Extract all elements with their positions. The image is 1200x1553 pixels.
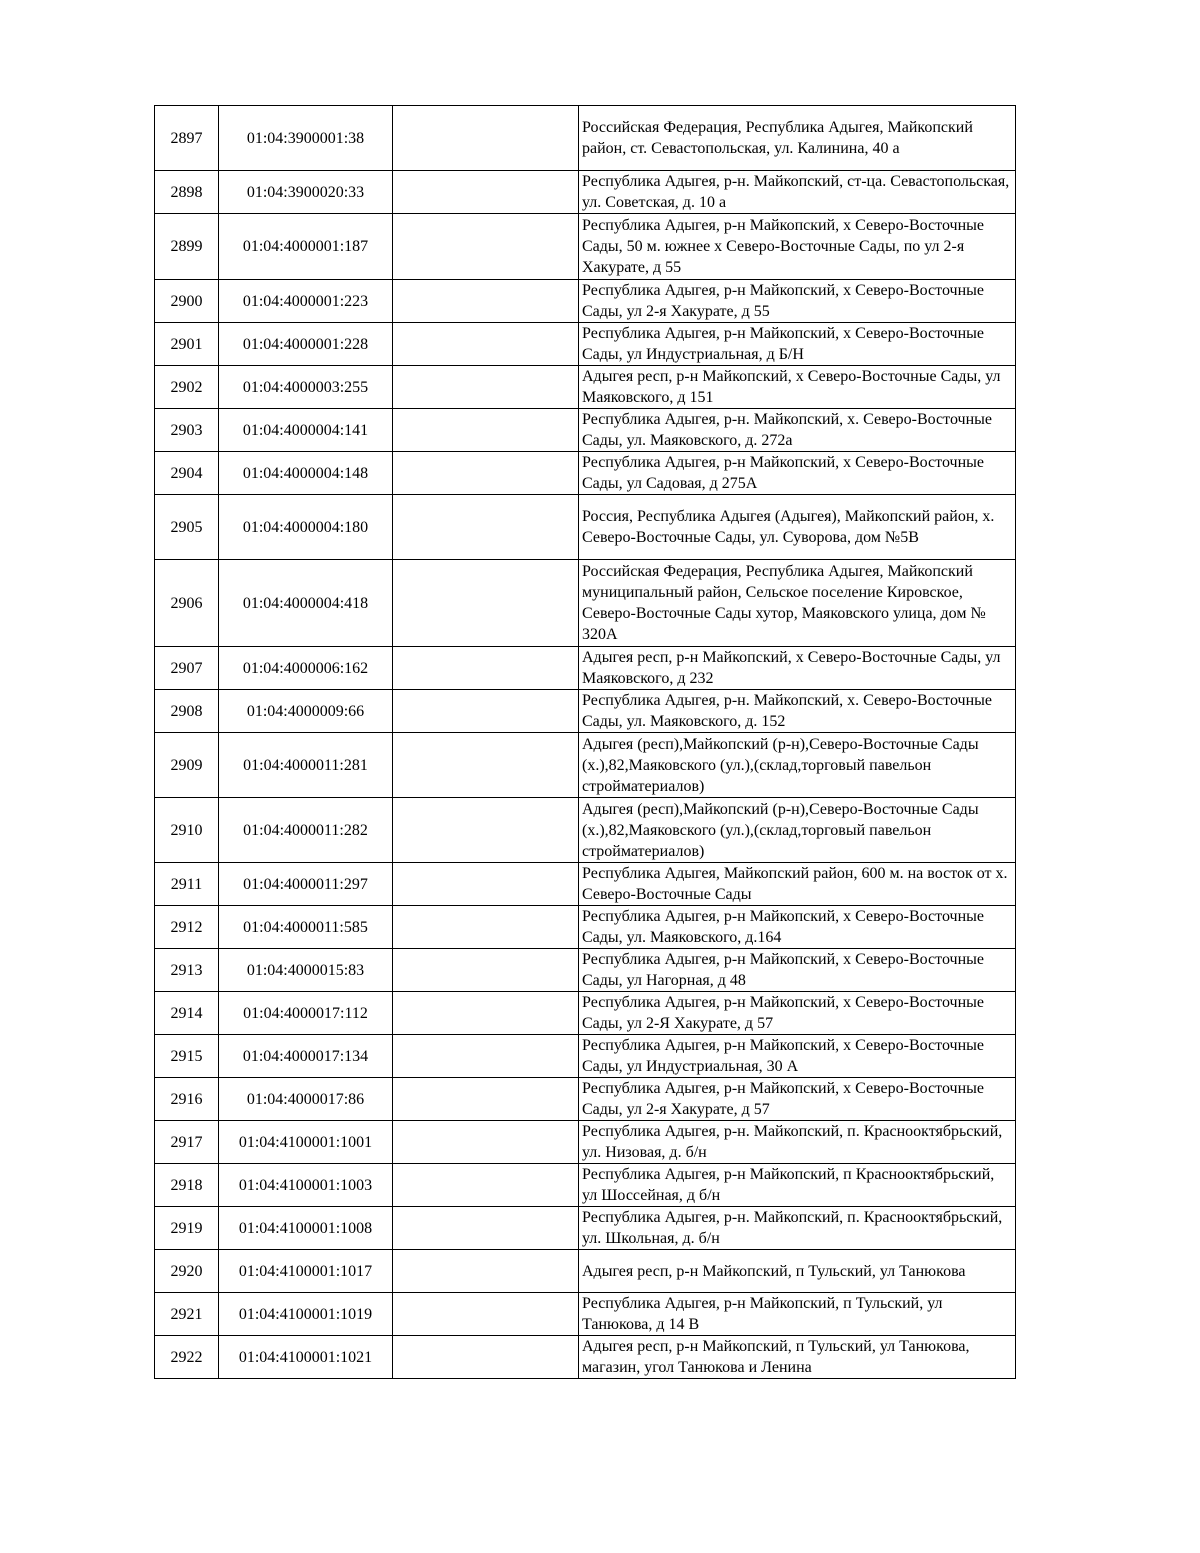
cadastral-number: 01:04:4000017:134	[219, 1035, 393, 1078]
row-number: 2897	[155, 106, 219, 171]
address-cell: Республика Адыгея, р-н Майкопский, п Краснооктябрьский, ул Шоссейная, д б/н	[579, 1164, 1016, 1207]
table-row	[155, 949, 1016, 992]
empty-cell	[393, 214, 579, 280]
table-row	[155, 992, 1016, 1035]
row-number: 2905	[155, 495, 219, 560]
cadastral-number: 01:04:4000015:83	[219, 949, 393, 992]
row-number: 2922	[155, 1336, 219, 1379]
row-number: 2919	[155, 1207, 219, 1250]
empty-cell	[393, 452, 579, 495]
address-cell: Республика Адыгея, р-н. Майкопский, ст-ца. Севастопольская, ул. Советская, д. 10 а	[579, 171, 1016, 214]
row-number: 2899	[155, 214, 219, 280]
cadastral-number: 01:04:3900001:38	[219, 106, 393, 171]
cadastral-number: 01:04:4100001:1001	[219, 1121, 393, 1164]
address-cell: Республика Адыгея, р-н Майкопский, х Северо-Восточные Сады, ул 2-я Хакурате, д 55	[579, 280, 1016, 323]
cadastral-number: 01:04:4000017:112	[219, 992, 393, 1035]
cadastral-number: 01:04:4000011:297	[219, 863, 393, 906]
cadastral-number: 01:04:4000001:187	[219, 214, 393, 280]
row-number: 2901	[155, 323, 219, 366]
row-number: 2898	[155, 171, 219, 214]
address-cell: Российская Федерация, Республика Адыгея, Майкопский муниципальный район, Сельское поселение Кировское, Северо-Восточные Сады хутор, Маяковского улица, дом № 320А	[579, 560, 1016, 647]
table-row	[155, 1207, 1016, 1250]
address-cell: Республика Адыгея, р-н Майкопский, п Тульский, ул Танюкова, д 14 В	[579, 1293, 1016, 1336]
table-row	[155, 409, 1016, 452]
address-cell: Республика Адыгея, р-н Майкопский, х Северо-Восточные Сады, ул 2-я Хакурате, д 57	[579, 1078, 1016, 1121]
empty-cell	[393, 106, 579, 171]
address-cell: Республика Адыгея, р-н. Майкопский, п. Краснооктябрьский, ул. Школьная, д. б/н	[579, 1207, 1016, 1250]
empty-cell	[393, 560, 579, 647]
empty-cell	[393, 1336, 579, 1379]
row-number: 2914	[155, 992, 219, 1035]
cadastral-number: 01:04:4000017:86	[219, 1078, 393, 1121]
row-number: 2907	[155, 647, 219, 690]
empty-cell	[393, 733, 579, 798]
empty-cell	[393, 1164, 579, 1207]
empty-cell	[393, 798, 579, 863]
row-number: 2904	[155, 452, 219, 495]
row-number: 2915	[155, 1035, 219, 1078]
cadastral-number: 01:04:4000004:148	[219, 452, 393, 495]
row-number: 2902	[155, 366, 219, 409]
cadastral-number: 01:04:4100001:1021	[219, 1336, 393, 1379]
cadastral-number: 01:04:4000003:255	[219, 366, 393, 409]
row-number: 2920	[155, 1250, 219, 1293]
address-cell: Республика Адыгея, р-н Майкопский, х Северо-Восточные Сады, ул 2-Я Хакурате, д 57	[579, 992, 1016, 1035]
cadastral-number: 01:04:4000009:66	[219, 690, 393, 733]
table-row	[155, 171, 1016, 214]
table-row	[155, 214, 1016, 280]
empty-cell	[393, 992, 579, 1035]
table-row	[155, 1164, 1016, 1207]
address-cell: Республика Адыгея, р-н. Майкопский, х. Северо-Восточные Сады, ул. Маяковского, д. 152	[579, 690, 1016, 733]
cadastral-number: 01:04:4000004:418	[219, 560, 393, 647]
empty-cell	[393, 647, 579, 690]
address-cell: Республика Адыгея, р-н Майкопский, х Северо-Восточные Сады, ул Индустриальная, 30 А	[579, 1035, 1016, 1078]
table-row	[155, 863, 1016, 906]
row-number: 2908	[155, 690, 219, 733]
address-cell: Республика Адыгея, р-н Майкопский, х Северо-Восточные Сады, 50 м. южнее х Северо-Восточные Сады, по ул 2-я Хакурате, д 55	[579, 214, 1016, 280]
row-number: 2917	[155, 1121, 219, 1164]
table-row	[155, 647, 1016, 690]
table-row	[155, 1336, 1016, 1379]
row-number: 2900	[155, 280, 219, 323]
table-row	[155, 280, 1016, 323]
empty-cell	[393, 1121, 579, 1164]
address-cell: Республика Адыгея, р-н. Майкопский, п. Краснооктябрьский, ул. Низовая, д. б/н	[579, 1121, 1016, 1164]
cadastral-number: 01:04:4100001:1019	[219, 1293, 393, 1336]
empty-cell	[393, 1035, 579, 1078]
row-number: 2903	[155, 409, 219, 452]
empty-cell	[393, 409, 579, 452]
empty-cell	[393, 906, 579, 949]
registry-table-body	[155, 106, 1016, 1379]
table-row	[155, 560, 1016, 647]
table-row	[155, 366, 1016, 409]
cadastral-number: 01:04:3900020:33	[219, 171, 393, 214]
table-row	[155, 452, 1016, 495]
address-cell: Адыгея респ, р-н Майкопский, п Тульский, ул Танюкова, магазин, угол Танюкова и Ленина	[579, 1336, 1016, 1379]
row-number: 2911	[155, 863, 219, 906]
cadastral-number: 01:04:4000004:141	[219, 409, 393, 452]
table-row	[155, 906, 1016, 949]
row-number: 2910	[155, 798, 219, 863]
empty-cell	[393, 863, 579, 906]
table-row	[155, 798, 1016, 863]
address-cell: Республика Адыгея, Майкопский район, 600 м. на восток от х. Северо-Восточные Сады	[579, 863, 1016, 906]
address-cell: Россия, Республика Адыгея (Адыгея), Майкопский район, х. Северо-Восточные Сады, ул. Суворова, дом №5В	[579, 495, 1016, 560]
address-cell: Адыгея (респ),Майкопский (р-н),Северо-Восточные Сады (х.),82,Маяковского (ул.),(склад,торговый павельон стройматериалов)	[579, 798, 1016, 863]
empty-cell	[393, 1078, 579, 1121]
address-cell: Адыгея респ, р-н Майкопский, п Тульский, ул Танюкова	[579, 1250, 1016, 1293]
empty-cell	[393, 690, 579, 733]
table-row	[155, 495, 1016, 560]
table-row	[155, 1035, 1016, 1078]
empty-cell	[393, 280, 579, 323]
empty-cell	[393, 366, 579, 409]
row-number: 2916	[155, 1078, 219, 1121]
table-row	[155, 1121, 1016, 1164]
table-row	[155, 690, 1016, 733]
cadastral-number: 01:04:4000011:282	[219, 798, 393, 863]
address-cell: Республика Адыгея, р-н Майкопский, х Северо-Восточные Сады, ул. Маяковского, д.164	[579, 906, 1016, 949]
address-cell: Адыгея (респ),Майкопский (р-н),Северо-Восточные Сады (х.),82,Маяковского (ул.),(склад,торговый павельон стройматериалов)	[579, 733, 1016, 798]
row-number: 2912	[155, 906, 219, 949]
empty-cell	[393, 1207, 579, 1250]
address-cell: Адыгея респ, р-н Майкопский, х Северо-Восточные Сады, ул Маяковского, д 151	[579, 366, 1016, 409]
row-number: 2906	[155, 560, 219, 647]
table-row	[155, 1293, 1016, 1336]
table-row	[155, 733, 1016, 798]
registry-table	[154, 105, 1016, 1379]
table-row	[155, 323, 1016, 366]
table-row	[155, 106, 1016, 171]
empty-cell	[393, 495, 579, 560]
empty-cell	[393, 171, 579, 214]
cadastral-number: 01:04:4100001:1008	[219, 1207, 393, 1250]
row-number: 2921	[155, 1293, 219, 1336]
row-number: 2918	[155, 1164, 219, 1207]
empty-cell	[393, 323, 579, 366]
row-number: 2909	[155, 733, 219, 798]
cadastral-number: 01:04:4100001:1003	[219, 1164, 393, 1207]
cadastral-number: 01:04:4000011:585	[219, 906, 393, 949]
cadastral-number: 01:04:4100001:1017	[219, 1250, 393, 1293]
cadastral-number: 01:04:4000011:281	[219, 733, 393, 798]
table-row	[155, 1250, 1016, 1293]
address-cell: Республика Адыгея, р-н Майкопский, х Северо-Восточные Сады, ул Индустриальная, д Б/Н	[579, 323, 1016, 366]
empty-cell	[393, 949, 579, 992]
address-cell: Республика Адыгея, р-н. Майкопский, х. Северо-Восточные Сады, ул. Маяковского, д. 272а	[579, 409, 1016, 452]
address-cell: Адыгея респ, р-н Майкопский, х Северо-Восточные Сады, ул Маяковского, д 232	[579, 647, 1016, 690]
cadastral-number: 01:04:4000001:228	[219, 323, 393, 366]
address-cell: Республика Адыгея, р-н Майкопский, х Северо-Восточные Сады, ул Садовая, д 275А	[579, 452, 1016, 495]
row-number: 2913	[155, 949, 219, 992]
table-row	[155, 1078, 1016, 1121]
empty-cell	[393, 1293, 579, 1336]
address-cell: Республика Адыгея, р-н Майкопский, х Северо-Восточные Сады, ул Нагорная, д 48	[579, 949, 1016, 992]
address-cell: Российская Федерация, Республика Адыгея, Майкопский район, ст. Севастопольская, ул. Калинина, 40 а	[579, 106, 1016, 171]
cadastral-number: 01:04:4000004:180	[219, 495, 393, 560]
empty-cell	[393, 1250, 579, 1293]
cadastral-number: 01:04:4000001:223	[219, 280, 393, 323]
cadastral-number: 01:04:4000006:162	[219, 647, 393, 690]
